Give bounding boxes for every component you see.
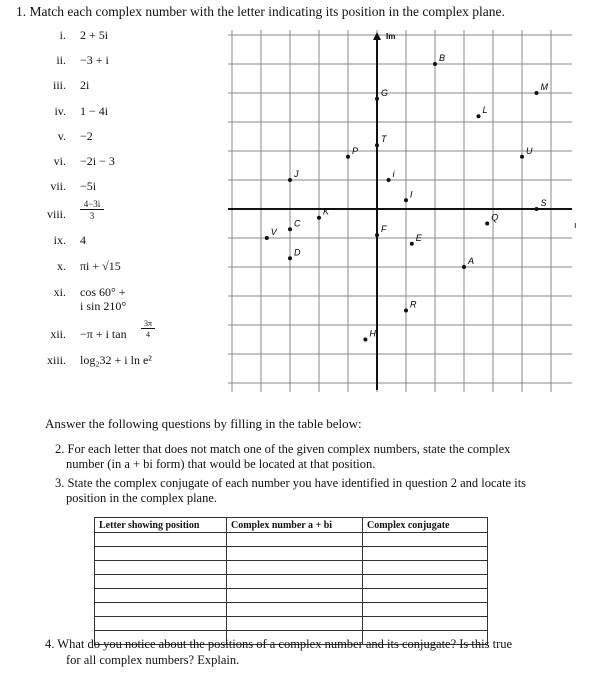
point-label-K: K xyxy=(323,206,330,217)
item-number: i. xyxy=(59,28,66,42)
point-M xyxy=(535,91,539,95)
table-cell[interactable] xyxy=(363,617,488,631)
point-label-H: H xyxy=(369,328,376,339)
point-Q xyxy=(485,222,489,226)
question-1: 1. Match each complex number with the letter indicating its position in the complex plane. xyxy=(16,4,505,19)
point-I xyxy=(404,198,408,202)
point-label-J: J xyxy=(294,169,299,179)
item-number: vi. xyxy=(53,154,66,168)
point-label-G: G xyxy=(381,87,389,98)
table-cell[interactable] xyxy=(227,603,363,617)
grid-lines xyxy=(228,30,572,392)
point-label-V: V xyxy=(270,227,277,237)
table-body xyxy=(95,533,488,645)
column-header-letter: Letter showing position xyxy=(95,518,227,533)
point-label-Q: Q xyxy=(491,212,499,223)
item-expression: −2i − 3 xyxy=(80,154,115,168)
point-F xyxy=(375,233,379,237)
point-G xyxy=(375,97,379,101)
item-number: vii. xyxy=(50,179,66,193)
fraction-denominator: 4 xyxy=(146,330,150,339)
point-label-R: R xyxy=(410,299,417,310)
table-cell[interactable] xyxy=(95,547,227,561)
im-axis-arrow-icon xyxy=(373,32,381,40)
item-expression: 2 + 5i xyxy=(80,28,109,42)
question-3-line1: 3. State the complex conjugate of each number you have identified in question 2 and locate its xyxy=(55,476,527,490)
point-U xyxy=(520,155,524,159)
point-i xyxy=(387,178,391,182)
point-label-I: I xyxy=(410,189,413,200)
item-number: v. xyxy=(57,129,66,143)
item-number: xi. xyxy=(53,285,66,299)
table-cell[interactable] xyxy=(363,589,488,603)
point-D xyxy=(288,256,292,260)
table-cell[interactable] xyxy=(95,561,227,575)
item-expression: −2 xyxy=(80,129,93,143)
point-label-F: F xyxy=(381,224,387,235)
point-T xyxy=(375,143,379,147)
item-number: ii. xyxy=(56,53,66,67)
table-header-row xyxy=(95,518,488,533)
table-cell[interactable] xyxy=(363,533,488,547)
item-number: xii. xyxy=(50,327,66,341)
question-3-line2: position in the complex plane. xyxy=(66,491,218,505)
item-number: iv. xyxy=(54,104,66,118)
real-axis-tick-mark: ı xyxy=(574,220,577,230)
point-label-S: S xyxy=(540,198,547,208)
point-label-M: M xyxy=(540,82,548,92)
answer-prompt: Answer the following questions by filling in the table below: xyxy=(45,416,362,431)
table-row xyxy=(95,603,488,617)
table-row xyxy=(95,547,488,561)
point-R xyxy=(404,309,408,313)
table-cell[interactable] xyxy=(227,533,363,547)
item-expression: −π + i tan xyxy=(80,327,127,341)
question-4-line1: 4. What do you notice about the positions of a complex number and its conjugate? Is this true xyxy=(45,637,513,651)
point-label-P: P xyxy=(352,145,359,156)
item-expression: −3 + i xyxy=(80,53,109,67)
item-expression-line2: i sin 210° xyxy=(80,299,127,313)
table-cell[interactable] xyxy=(95,617,227,631)
table-cell[interactable] xyxy=(227,617,363,631)
item-expression: log₂32 + i ln e² xyxy=(80,353,152,367)
point-K xyxy=(317,216,321,220)
table-cell[interactable] xyxy=(95,603,227,617)
question-4-line2: for all complex numbers? Explain. xyxy=(66,653,240,667)
fraction-numerator: 3π xyxy=(143,319,153,328)
point-label-B: B xyxy=(439,53,446,63)
question-2-line1: 2. For each letter that does not match one of the given complex numbers, state the complex xyxy=(55,442,511,456)
table-cell[interactable] xyxy=(227,575,363,589)
table-cell[interactable] xyxy=(95,575,227,589)
item-expression: 2i xyxy=(80,78,90,92)
point-label-T: T xyxy=(381,134,387,145)
fraction-denominator: 3 xyxy=(89,211,95,221)
point-label-E: E xyxy=(415,232,422,243)
plotted-points xyxy=(265,53,549,342)
table-cell[interactable] xyxy=(363,561,488,575)
point-S xyxy=(535,207,539,211)
table-cell[interactable] xyxy=(363,547,488,561)
point-label-i: i xyxy=(392,169,395,179)
column-header-complex-number: Complex number a + bi xyxy=(227,518,363,533)
point-E xyxy=(410,242,414,246)
question-2-line2: number (in a + bi form) that would be located at that position. xyxy=(66,457,376,471)
point-L xyxy=(477,114,481,118)
point-label-A: A xyxy=(468,256,475,266)
table-row xyxy=(95,589,488,603)
fraction-numerator: 4−3i xyxy=(83,199,101,209)
point-A xyxy=(462,265,466,269)
table-cell[interactable] xyxy=(95,533,227,547)
point-label-D: D xyxy=(294,247,301,258)
table-row xyxy=(95,533,488,547)
table-row xyxy=(95,575,488,589)
item-number: xiii. xyxy=(46,353,66,367)
point-B xyxy=(433,62,437,66)
table-cell[interactable] xyxy=(95,589,227,603)
item-expression: πi + √15 xyxy=(80,259,121,273)
table-cell[interactable] xyxy=(363,575,488,589)
item-expression-line1: cos 60° + xyxy=(80,285,126,299)
table-cell[interactable] xyxy=(227,589,363,603)
table-row xyxy=(95,617,488,631)
table-cell[interactable] xyxy=(227,547,363,561)
point-P xyxy=(346,155,350,159)
point-label-C: C xyxy=(294,218,301,229)
answer-table xyxy=(94,517,488,645)
table-row xyxy=(95,561,488,575)
point-C xyxy=(288,227,292,231)
item-number: iii. xyxy=(52,78,66,92)
item-expression: 1 − 4i xyxy=(80,104,109,118)
point-J xyxy=(288,178,292,182)
item-number: x. xyxy=(57,259,66,273)
axis-label-im: Im xyxy=(386,32,396,41)
point-label-U: U xyxy=(526,145,533,156)
item-number: ix. xyxy=(53,233,66,247)
point-label-L: L xyxy=(482,105,488,116)
item-expression: 4 xyxy=(80,233,86,247)
point-V xyxy=(265,236,269,240)
item-expression: −5i xyxy=(80,179,97,193)
point-H xyxy=(363,338,367,342)
item-number: viii. xyxy=(46,207,66,221)
table-cell[interactable] xyxy=(227,561,363,575)
table-cell[interactable] xyxy=(363,603,488,617)
column-header-conjugate: Complex conjugate xyxy=(363,518,488,533)
